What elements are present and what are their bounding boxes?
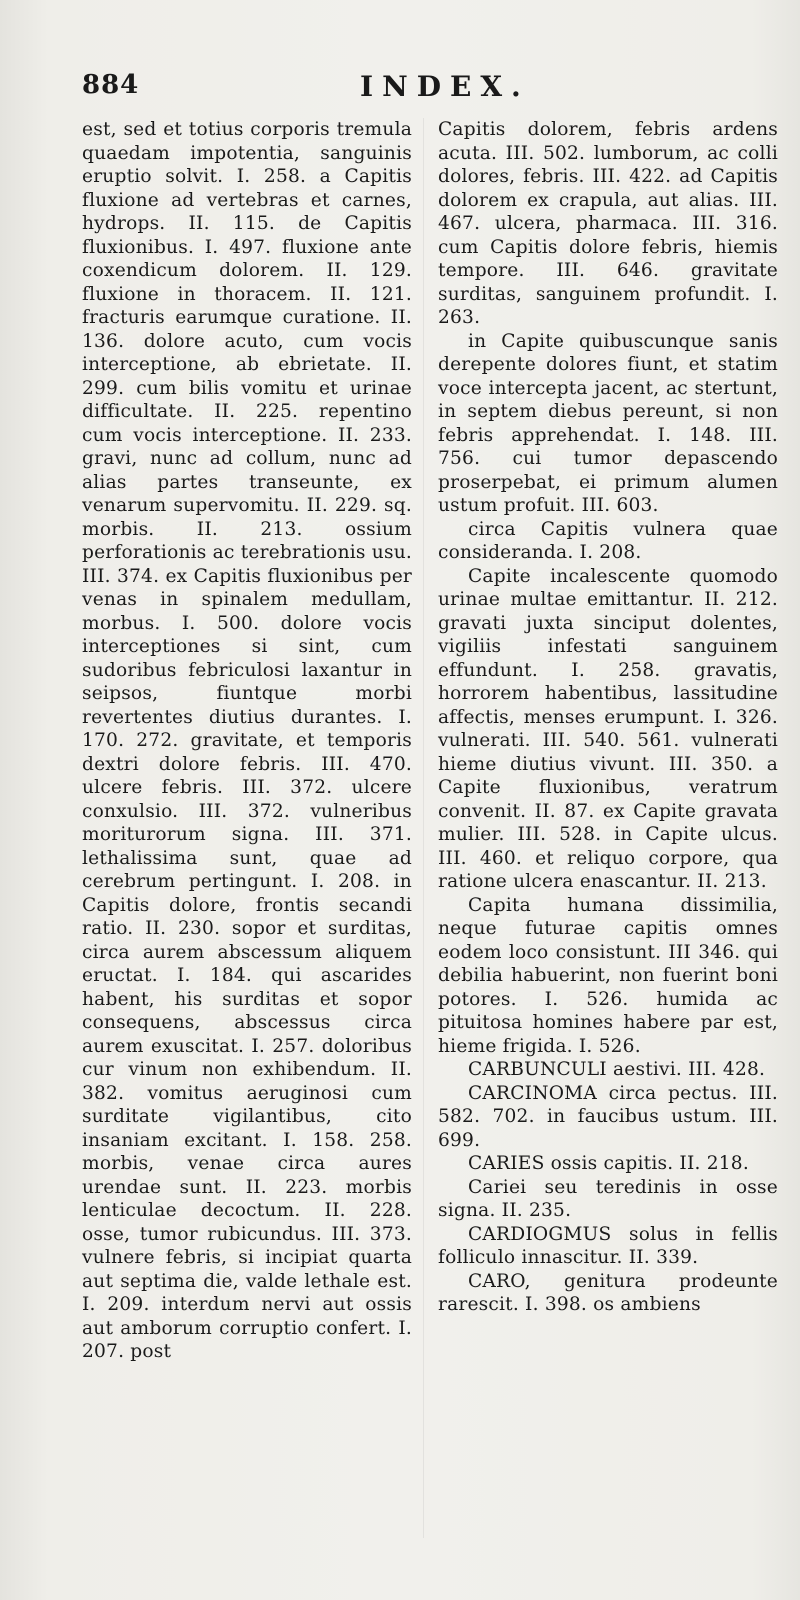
page-number: 884 [82, 70, 140, 100]
index-entry: circa Capitis vulnera quae consideranda. I. 208. [438, 518, 778, 563]
column-divider [423, 118, 424, 1538]
page-header [0, 70, 800, 110]
index-entry: CARDIOGMUS solus in fellis folliculo innascitur. II. 339. [438, 1223, 778, 1268]
left-column-text: est, sed et totius corporis tremula quaedam impotentia, sanguinis eruptio solvit. I. 258. a Capitis fluxione ad vertebras et carnes, hydrops. II. 115. de Capitis fluxionibus. I. 497. fluxione ante coxendicum dolorem. II. 129. fluxione in thoracem. II. 121. fracturis earumque curatione. II. 136. dolore acuto, cum vocis interceptione, ab ebrietate. II. 299. cum bilis vomitu et urinae difficultate. II. 225. repentino cum vocis interceptione. II. 233. gravi, nunc ad collum, nunc ad alias partes transeunte, ex venarum supervomitu. II. 229. sq. morbis. II. 213. ossium perforationis ac terebrationis usu. III. 374. ex Capitis fluxionibus per venas in spinalem medullam, morbus. I. 500. dolore vocis interceptiones si sint, cum sudoribus febriculosi laxantur in seipsos, fiuntque morbi revertentes diutius durantes. I. 170. 272. gravitate, et temporis dextri dolore febris. III. 470. ulcere febris. III. 372. ulcere conxulsio. III. 372. vulneribus moriturorum signa. III. 371. lethalissima sunt, quae ad cerebrum pertingunt. I. 208. in Capitis dolore, frontis secandi ratio. II. 230. sopor et surditas, circa aurem abscessum aliquem eructat. I. 184. qui ascarides habent, his surditas et sopor consequens, abscessus circa aurem exuscitat. I. 257. doloribus cur vinum non exhibendum. II. 382. vomitus aeruginosi cum surditate vigilantibus, cito insaniam excitant. I. 158. 258. morbis, venae circa aures urendae sunt. II. 223. morbis lenticulae decoctum. II. 228. osse, tumor rubicundus. III. 373. vulnere febris, si incipiat quarta aut septima die, valde lethale est. I. 209. interdum nervi aut ossis aut amborum corruptio confert. I. 207. post [82, 119, 412, 1362]
index-entry: in Capite quibuscunque sanis derepente dolores fiunt, et statim voce intercepta jacent, ac stertunt, in septem diebus pereunt, si non febris apprehendat. I. 148. III. 756. cui tumor depascendo proserpebat, ei primum alumen ustum profuit. III. 603. [438, 330, 778, 516]
left-column [82, 118, 412, 1364]
index-entry: CARBUNCULI aestivi. III. 428. [468, 1059, 766, 1080]
index-entry: Capite incalescente quomodo urinae multae emittantur. II. 212. gravati juxta sinciput dolentes, vigiliis infestati sanguinem effundunt. I. 258. gravatis, horrorem habentibus, lassitudine affectis, menses erumpunt. I. 326. vulnerati. III. 540. 561. vulnerati hieme diutius vivunt. III. 350. a Capite fluxionibus, veratrum convenit. II. 87. ex Capite gravata mulier. III. 528. in Capite ulcus. III. 460. et reliquo corpore, qua ratione ulcera enascantur. II. 213. [438, 565, 778, 892]
index-entry: CARO, genitura prodeunte rarescit. I. 398. os ambiens [438, 1270, 778, 1315]
running-title: INDEX. [360, 70, 530, 103]
index-entry: Capitis dolorem, febris ardens acuta. III. 502. lumborum, ac colli dolores, febris. III. 422. ad Capitis dolorem ex crapula, aut alias. III. 467. ulcera, pharmaca. III. 316. cum Capitis dolore febris, hiemis tempore. III. 646. gravitate surditas, sanguinem profundit. I. 263. [438, 119, 778, 328]
index-entry: Capita humana dissimilia, neque futurae capitis omnes eodem loco consistunt. III 346. qui debilia habuerint, non fuerint boni potores. I. 526. humida ac pituitosa homines habere par est, hieme frigida. I. 526. [438, 894, 778, 1057]
index-entry: CARIES ossis capitis. II. 218. [468, 1153, 749, 1174]
index-entry: CARCINOMA circa pectus. III. 582. 702. in faucibus ustum. III. 699. [438, 1082, 778, 1151]
right-column [438, 118, 778, 1317]
index-entry: Cariei seu teredinis in osse signa. II. 235. [438, 1176, 778, 1221]
